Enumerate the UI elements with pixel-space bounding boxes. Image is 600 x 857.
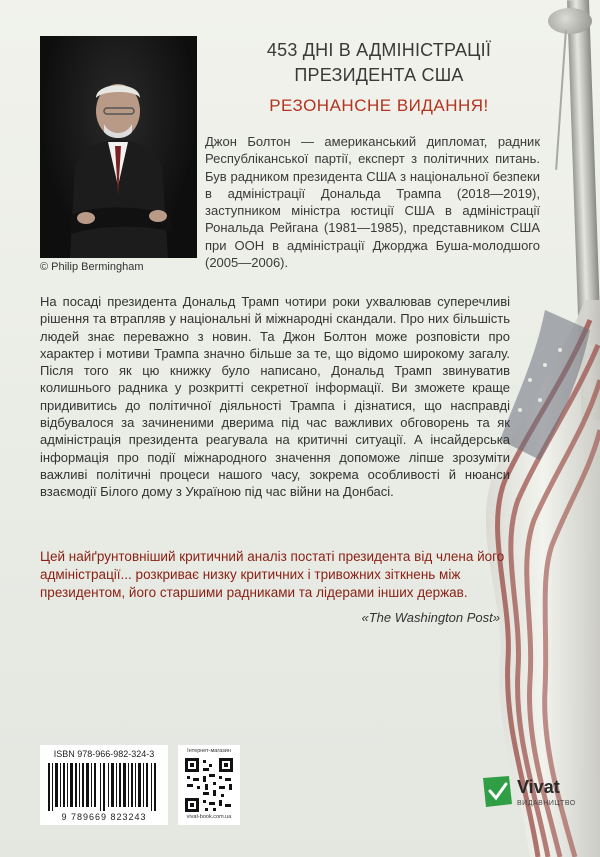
author-photo <box>40 36 197 258</box>
qr-block <box>178 745 240 825</box>
author-bio: Джон Болтон — американський дипломат, радник Республіканської партії, експерт з політичних питань. Був радником президента США з національної безпеки в адміністрації Дональда Трампа (2018—2019), заступником міністра юстиції США в адміністрації Рональда Рейгана (1981—1985), представником США при ООН в адміністрації Джорджа Буша-молодшого (2005—2006). <box>205 134 540 271</box>
publisher-logo <box>481 774 576 818</box>
title-line-1: 453 ДНІ В АДМІНІСТРАЦІЇ <box>266 40 492 60</box>
barcode-number: 9 789669 823243 <box>61 812 147 822</box>
edition-tagline: РЕЗОНАНСНЕ ВИДАННЯ! <box>269 96 489 115</box>
vivat-logo-icon <box>481 774 515 810</box>
book-description: На посаді президента Дональд Трамп чотири роки ухвалював суперечливі рішення та втрапляв у національні й міжнародні скандали. Про них більшість людей знає переважно з новин. Та Джон Болтон може розповісти про характер і мотиви Трампа значно більше за те, що відомо широкому загалу. Після того як цю книжку було написано, Дональд Трамп звинуватив колишнього радника у розкритті секретної інформації. Ви зможете краще придивитись до політичної діяльності Трампа і дізнатися, що насправді відбувалося за зачиненими дверима під час важливих обговорень та як адміністрація президента реагувала на критичні ситуації. А інсайдерська інформація про події міжнародного значення допоможе ліпше зрозуміти важливі політичні процеси нашого часу, зокрема особливості й нюанси взаємодії Білого дому з Україною під час війни на Донбасі. <box>40 294 510 500</box>
title-line-2: ПРЕЗИДЕНТА США <box>294 65 464 85</box>
qr-code-graphic <box>185 758 233 812</box>
review-source: «The Washington Post» <box>361 610 500 625</box>
photo-credit: © Philip Bermingham <box>40 261 144 273</box>
book-title <box>248 38 510 88</box>
qr-url: vivat-book.com.ua <box>186 814 232 820</box>
review-quote: Цей найґрунтовніший критичний аналіз постаті президента від члена його адміністрації... розкриває низку критичних і тривожних зіткнень між президентом, його старшими радниками та лідерами інших держав. <box>40 549 505 600</box>
isbn-label: ISBN 978-966-982-324-3 <box>53 749 155 759</box>
barcode-graphic <box>44 763 164 811</box>
isbn-block <box>40 745 168 825</box>
publisher-name: Vivat <box>517 777 560 797</box>
publisher-subtitle: ВИДАВНИЦТВО <box>517 800 576 807</box>
author-portrait-illustration <box>40 36 197 258</box>
qr-label: Інтернет-магазин <box>187 748 231 754</box>
